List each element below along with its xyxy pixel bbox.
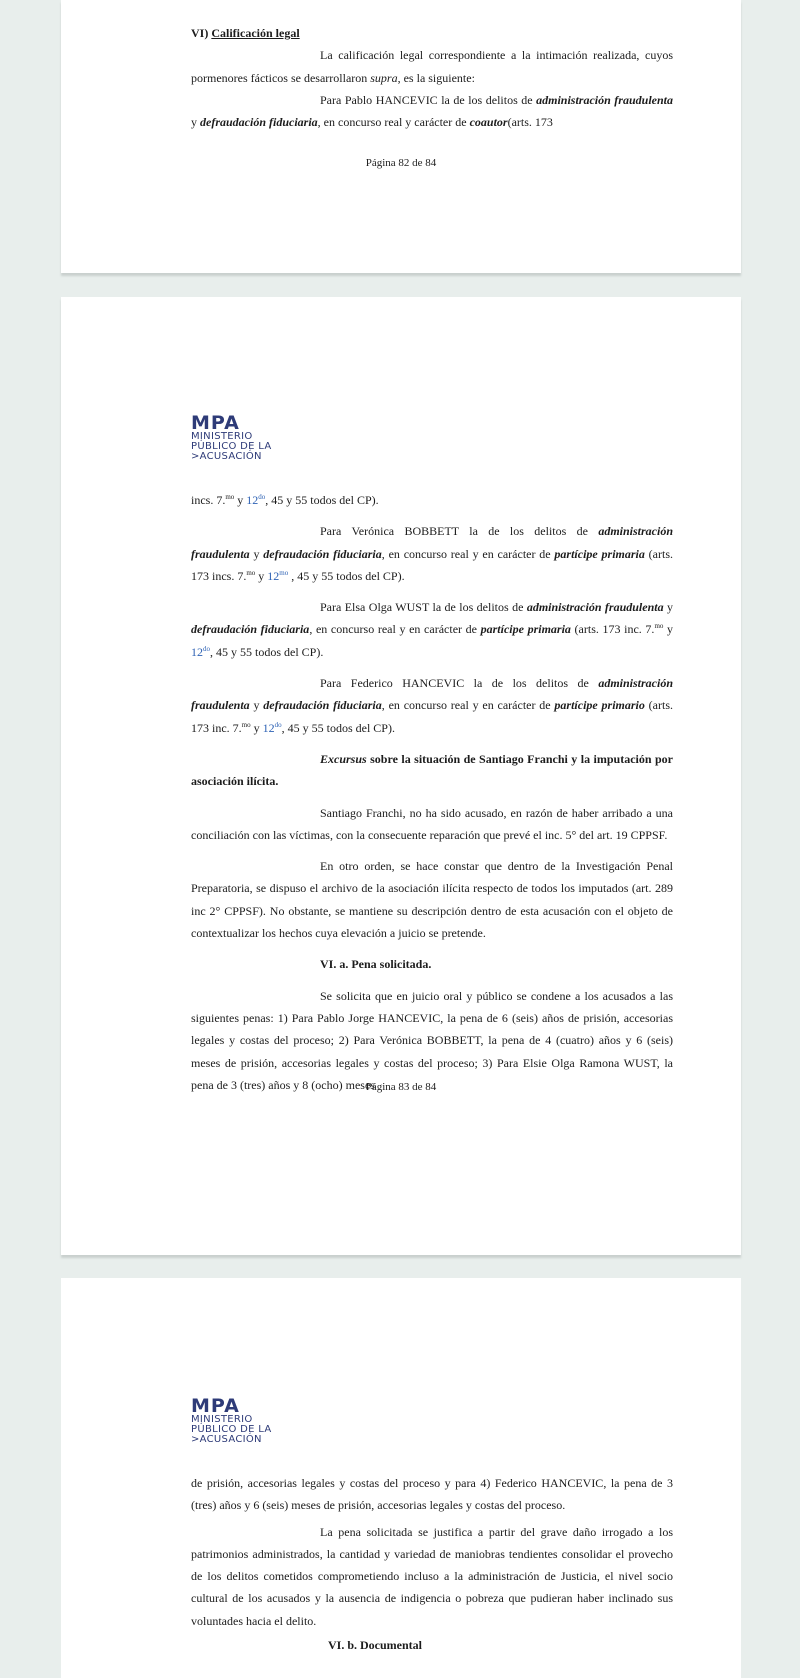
- document-page-83: [61, 297, 741, 1255]
- paragraph-federico: Para Federico HANCEVIC la de los delitos de administración fraudulenta y defraudación fiduciaria, en concurso real y en carácter de partícipe primario (arts. 173 inc. 7.$^{mo}$ y $12^{do}$, 45 y 55 todos del CP).: [191, 676, 673, 735]
- document-page-82: [61, 0, 741, 273]
- mpa-logo: MPA MINISTERIO PÚBLICO DE LA >ACUSACIÓN: [191, 1395, 272, 1445]
- page-number: Página 82 de 84: [365, 157, 437, 169]
- paragraph-intro: La calificación legal correspondiente a la intimación realizada, cuyos pormenores fácticos se desarrollaron supra, es la siguiente:: [191, 48, 673, 85]
- subsection-heading: VI. a. Pena solicitada.: [320, 957, 432, 972]
- page-82-body: [191, 22, 673, 133]
- paragraph-continuation: incs. 7.$^{mo}$ y $12^{do}$, 45 y 55 todos del CP).: [191, 493, 379, 507]
- paragraph-pablo: Para Pablo HANCEVIC la de los delitos de administración fraudulenta y defraudación fiduciaria, en concurso real y carácter de coautor(arts. 173: [191, 92, 673, 130]
- section-heading: VI) Calificación legal: [191, 26, 300, 40]
- section-title: Calificación legal: [211, 26, 300, 40]
- page-84-body: [191, 1472, 673, 1656]
- paragraph-wust: Para Elsa Olga WUST la de los delitos de administración fraudulenta y defraudación fiduciaria, en concurso real y en carácter de partícipe primaria (arts. 173 inc. 7.$^{mo}$ y $12^{do}$, 45 y 55 todos del CP).: [191, 600, 674, 659]
- page-number: Página 83 de 84: [365, 1081, 437, 1093]
- excursus-heading: Excursus sobre la situación de Santiago Franchi y la imputación por asociación ilícita.: [191, 751, 673, 789]
- page-83-body: [191, 489, 673, 1096]
- paragraph-pena: Se solicita que en juicio oral y público se condene a los acusados a las siguientes penas: 1) Para Pablo Jorge HANCEVIC, la pena de 6 (seis) años de prisión, accesorias legales y costas del proceso; 2) Para Verónica BOBBETT, la pena de 4 (cuatro) años y 6 (seis) meses de prisión, accesorias legales y costas del proceso; 3) Para Elsie Olga Ramona WUST, la pena de 3 (tres) años y 8 (ocho) meses: [191, 988, 673, 1092]
- mpa-logo: MPA MINISTERIO PÚBLICO DE LA >ACUSACIÓN: [191, 412, 272, 462]
- next-section-heading: VI. b. Documental: [328, 1638, 423, 1653]
- document-page-84: [61, 1278, 741, 1678]
- paragraph-continuation: de prisión, accesorias legales y costas del proceso y para 4) Federico HANCEVIC, la pena de 3 (tres) años y 6 (seis) meses de prisión, accesorias legales y costas del proceso.: [191, 1476, 673, 1513]
- paragraph-franchi: Santiago Franchi, no ha sido acusado, en razón de haber arribado a una conciliación con las víctimas, con la consecuente reparación que prevé el inc. 5° del art. 19 CPPSF.: [191, 805, 673, 842]
- paragraph-justificacion: La pena solicitada se justifica a partir del grave daño irrogado a los patrimonios administrados, la cantidad y variedad de maniobras tendientes consolidar el provecho de los delitos cometidos comprometiendo incluso a la administración de Justicia, el nivel socio cultural de los acusados y la ausencia de indigencia o pobreza que pudieran haber inclinado sus voluntades hacia el delito.: [191, 1524, 673, 1628]
- paragraph-asociacion-ilicita: En otro orden, se hace constar que dentro de la Investigación Penal Preparatoria, se dispuso el archivo de la asociación ilícita respecto de todos los imputados (art. 289 inc 2° CPPSF). No obstante, se mantiene su descripción dentro de esta acusación con el objeto de contextualizar los hechos cuya elevación a juicio se pretende.: [191, 859, 673, 941]
- paragraph-bobbett: Para Verónica BOBBETT la de los delitos de administración fraudulenta y defraudación fiduciaria, en concurso real y en carácter de partícipe primaria (arts. 173 incs. 7.$^{mo}$ y $12^{mo}$ , 45 y 55 todos del CP).: [191, 524, 673, 583]
